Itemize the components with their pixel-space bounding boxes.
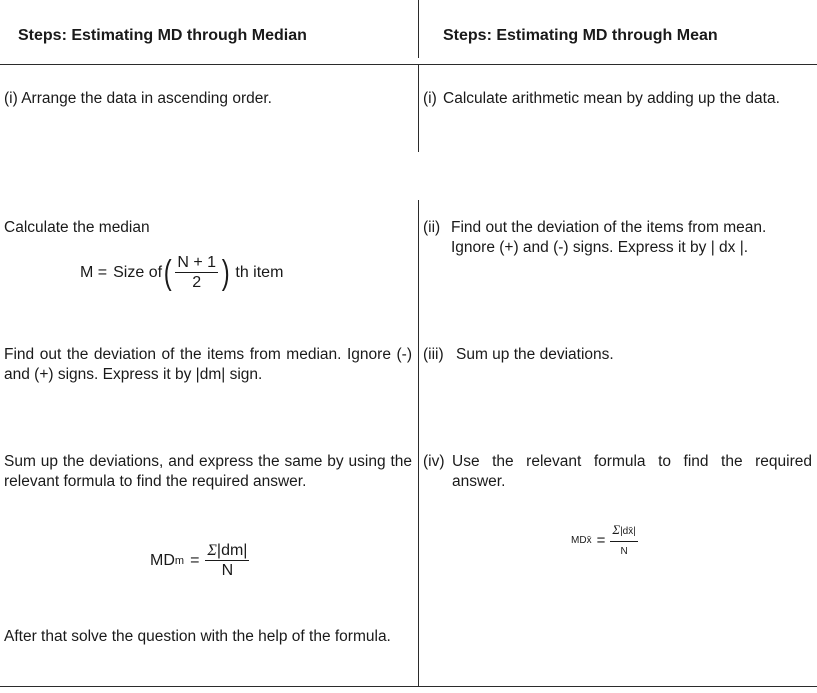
bottom-rule bbox=[0, 686, 817, 687]
md-mean-lhs: MD bbox=[571, 535, 587, 546]
median-step-4: Sum up the deviations, and express the same by using the relevant formula to find the required answer. bbox=[4, 453, 412, 490]
mean-step-2: Find out the deviation of the items from mean. Ignore (+) and (-) signs. Express it by | dx |. bbox=[451, 219, 767, 256]
md-median-sub: m bbox=[174, 554, 185, 567]
md-mean-fraction bbox=[610, 521, 638, 560]
median-step-3: Find out the deviation of the items from median. Ignore (-) and (+) signs. Express it by |dm| sign. bbox=[4, 346, 412, 383]
md-median-lhs: MD bbox=[150, 551, 175, 569]
md-mean-sigma: Σ bbox=[612, 522, 621, 537]
median-denominator: 2 bbox=[192, 274, 202, 291]
md-median-denominator: N bbox=[221, 562, 234, 579]
right-header: Steps: Estimating MD through Mean bbox=[443, 27, 718, 44]
median-step-2: Calculate the median bbox=[4, 219, 150, 236]
header-rule bbox=[0, 64, 817, 65]
md-median-numerator: |dm| bbox=[216, 542, 248, 559]
md-median-eq: = bbox=[190, 551, 200, 569]
top-divider bbox=[418, 0, 419, 58]
mean-step-3: Sum up the deviations. bbox=[456, 346, 614, 363]
median-formula bbox=[80, 254, 283, 291]
median-step-5: After that solve the question with the help of the formula. bbox=[4, 628, 391, 645]
mean-step-4: Use the relevant formula to find the required answer. bbox=[452, 453, 812, 490]
left-paren: ( bbox=[163, 253, 172, 292]
median-step-1: (i) Arrange the data in ascending order. bbox=[4, 90, 272, 107]
md-mean-numerator: |dx̄| bbox=[620, 526, 636, 537]
median-suffix: th item bbox=[235, 263, 284, 281]
median-lhs: M = bbox=[80, 263, 108, 281]
md-median-fraction bbox=[205, 542, 249, 579]
md-mean-eq: = bbox=[596, 532, 606, 549]
md-median-formula bbox=[150, 542, 251, 579]
mean-step-4-num: (iv) bbox=[423, 453, 445, 470]
md-median-sigma: Σ bbox=[207, 542, 217, 559]
lower-divider bbox=[418, 200, 419, 687]
md-mean-denominator: N bbox=[620, 546, 628, 557]
mean-step-3-num: (iii) bbox=[423, 346, 444, 363]
mean-step-1-num: (i) bbox=[423, 90, 437, 107]
md-mean-formula bbox=[571, 521, 640, 560]
mean-step-1: Calculate arithmetic mean by adding up the data. bbox=[443, 90, 780, 107]
right-paren: ) bbox=[221, 253, 230, 292]
median-numerator: N + 1 bbox=[177, 254, 217, 271]
mean-step-2-num: (ii) bbox=[423, 219, 441, 236]
md-mean-sub: x̄ bbox=[586, 535, 592, 546]
median-size-of: Size of bbox=[113, 263, 163, 281]
upper-divider bbox=[418, 64, 419, 152]
left-header: Steps: Estimating MD through Median bbox=[18, 27, 307, 44]
median-fraction bbox=[175, 254, 218, 291]
